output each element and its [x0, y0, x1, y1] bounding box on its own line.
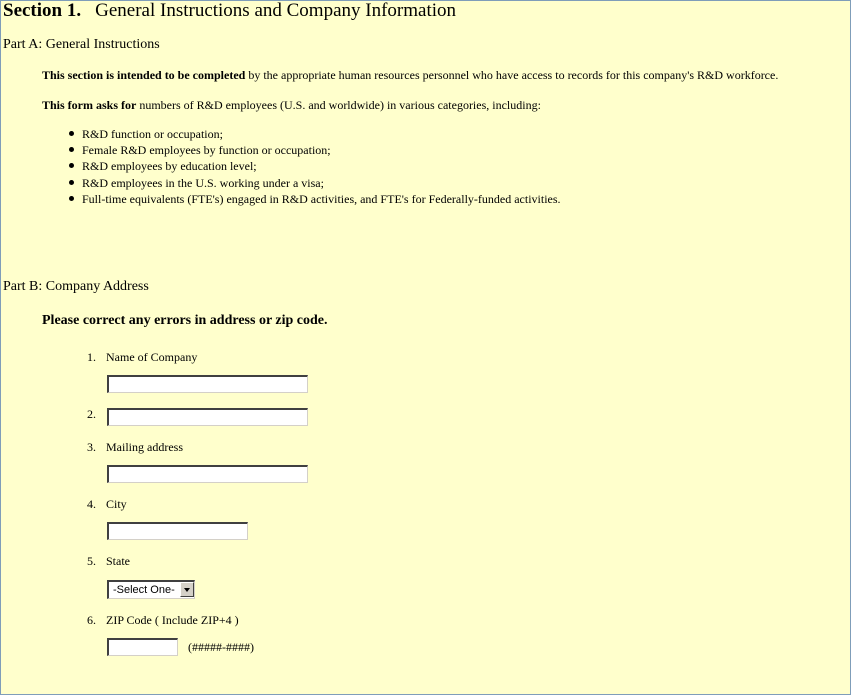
q2-number: 2. — [87, 407, 96, 421]
intro-paragraph-2 — [42, 98, 541, 113]
part-a-heading: Part A: General Instructions — [3, 37, 160, 52]
chevron-down-icon — [184, 588, 190, 592]
q3-number: 3. — [87, 440, 96, 454]
zip-code-input[interactable] — [107, 638, 178, 656]
q4-label: City — [106, 497, 127, 511]
bullet-icon — [69, 196, 74, 201]
intro-paragraph-1 — [42, 68, 778, 83]
city-input[interactable] — [107, 522, 248, 540]
company-name-line2-input[interactable] — [107, 408, 308, 426]
mailing-address-input[interactable] — [107, 465, 308, 483]
intro1-bold: This section is intended to be completed — [42, 68, 246, 82]
company-name-input[interactable] — [107, 375, 308, 393]
category-list — [64, 126, 561, 207]
q1-label: Name of Company — [106, 350, 198, 364]
q6-label: ZIP Code ( Include ZIP+4 ) — [106, 613, 239, 627]
section-number: Section 1. — [3, 0, 82, 21]
bullet-icon — [69, 147, 74, 152]
intro2-bold: This form asks for — [42, 98, 137, 112]
list-item: R&D employees in the U.S. working under a visa; — [64, 175, 561, 191]
state-dropdown-button[interactable] — [180, 582, 194, 597]
q5-label: State — [106, 554, 130, 568]
q1-number: 1. — [87, 350, 96, 364]
q5-number: 5. — [87, 554, 96, 568]
q4-number: 4. — [87, 497, 96, 511]
intro2-text: numbers of R&D employees (U.S. and worldwide) in various categories, including: — [136, 98, 541, 112]
section-title — [3, 0, 456, 22]
list-item: Full-time equivalents (FTE's) engaged in R&D activities, and FTE's for Federally-funded activities. — [64, 191, 561, 207]
address-instruction: Please correct any errors in address or zip code. — [42, 313, 328, 328]
bullet-icon — [69, 163, 74, 168]
list-item: R&D employees by education level; — [64, 158, 561, 174]
bullet-icon — [69, 131, 74, 136]
q6-number: 6. — [87, 613, 96, 627]
state-select-value: -Select One- — [113, 584, 175, 596]
zip-format-hint: (#####-####) — [188, 640, 254, 654]
section-heading: General Instructions and Company Information — [95, 0, 457, 21]
list-item: Female R&D employees by function or occupation; — [64, 142, 561, 158]
q3-label: Mailing address — [106, 440, 183, 454]
bullet-icon — [69, 180, 74, 185]
part-b-heading: Part B: Company Address — [3, 279, 149, 294]
intro1-text: by the appropriate human resources personnel who have access to records for this company's R&D workforce. — [245, 68, 779, 82]
list-item: R&D function or occupation; — [64, 126, 561, 142]
state-select[interactable] — [107, 580, 195, 599]
